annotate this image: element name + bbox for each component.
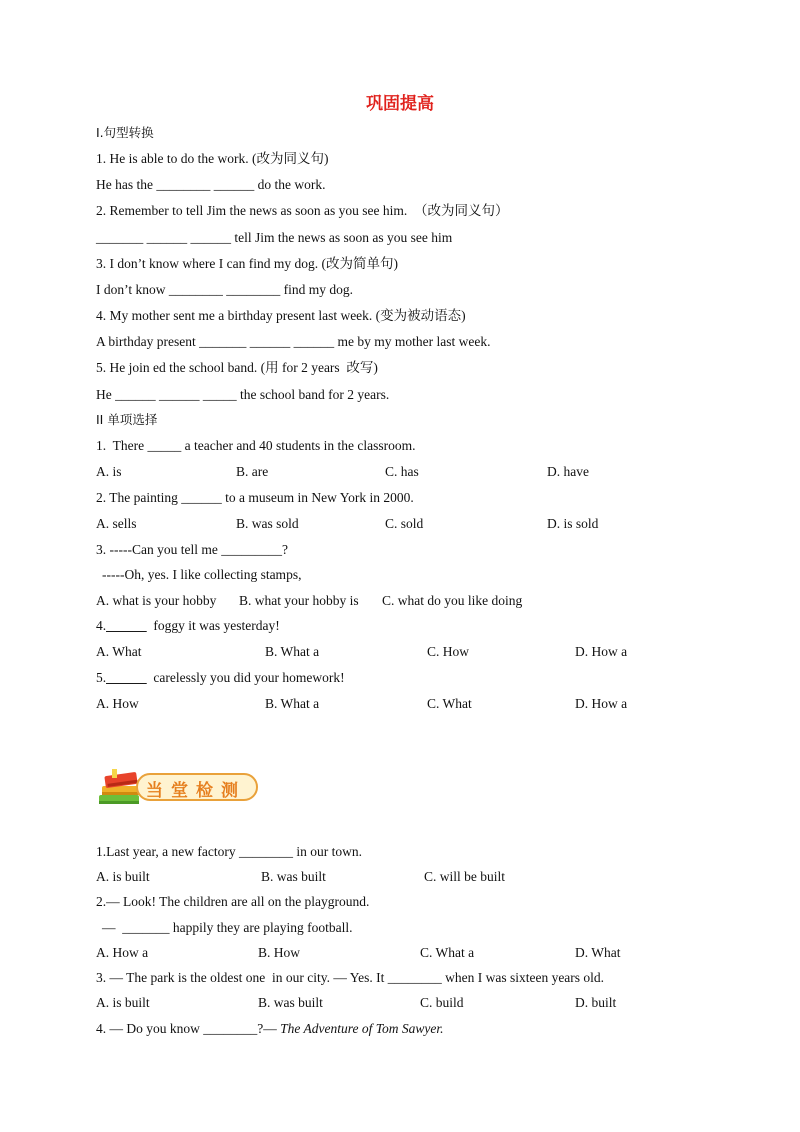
page-title: 巩固提高: [366, 94, 434, 114]
book-title: The Adventure of Tom Sawyer.: [280, 1021, 444, 1036]
mc-question-3: 3. -----Can you tell me _________?: [96, 542, 288, 557]
option-c: C. will be built: [424, 869, 505, 884]
answer-line-2: _______ ______ ______ tell Jim the news as soon as you see him: [96, 230, 453, 245]
dialogue-reply: — _______ happily they are playing football.: [102, 920, 353, 935]
question-4: 4. My mother sent me a birthday present last week. (变为被动语态): [96, 308, 466, 323]
option-b: B. what your hobby is: [239, 593, 359, 608]
option-d: D. How a: [575, 696, 628, 711]
option-a: A. How: [96, 696, 139, 711]
option-c: C. What: [427, 696, 472, 711]
option-b: B. What a: [265, 644, 320, 659]
question-3: 3. I don’t know where I can find my dog. (改为简单句): [96, 256, 398, 271]
option-b: B. are: [236, 464, 269, 479]
option-c: C. What a: [420, 945, 475, 960]
test-question-3: 3. — The park is the oldest one in our city. — Yes. It ________ when I was sixteen years old.: [96, 970, 605, 985]
section-badge: [96, 765, 264, 811]
option-b: B. How: [258, 945, 301, 960]
option-b: B. was sold: [236, 516, 299, 531]
question-5: 5. He join ed the school band. (用 for 2 years 改写): [96, 360, 378, 375]
mc-question-1: 1. There _____ a teacher and 40 students in the classroom.: [96, 438, 416, 453]
option-a: A. sells: [96, 516, 137, 531]
option-a: A. What: [96, 644, 142, 659]
option-b: B. was built: [261, 869, 326, 884]
answer-line-3: I don’t know ________ ________ find my dog.: [96, 282, 353, 297]
test-question-1: 1.Last year, a new factory ________ in our town.: [96, 844, 363, 859]
question-text: foggy it was yesterday!: [146, 618, 280, 633]
option-c: C. sold: [385, 516, 424, 531]
option-b: B. was built: [258, 995, 323, 1010]
mc-question-4: [96, 617, 280, 635]
option-a: A. How a: [96, 945, 149, 960]
mc-question-5: [96, 669, 345, 687]
option-a: A. is: [96, 464, 122, 479]
option-c: C. build: [420, 995, 464, 1010]
dialogue-reply: -----Oh, yes. I like collecting stamps,: [102, 567, 302, 582]
answer-line-1: He has the ________ ______ do the work.: [96, 177, 326, 192]
option-d: D. have: [547, 464, 589, 479]
test-question-2: 2.— Look! The children are all on the playground.: [96, 894, 370, 909]
badge-label: 当堂检测: [146, 781, 246, 801]
answer-line-5: He ______ ______ _____ the school band for 2 years.: [96, 387, 390, 402]
option-a: A. is built: [96, 995, 150, 1010]
option-d: D. How a: [575, 644, 628, 659]
question-text: carelessly you did your homework!: [146, 670, 345, 685]
answer-line-4: A birthday present _______ ______ ______ me by my mother last week.: [96, 334, 491, 349]
option-d: D. What: [575, 945, 621, 960]
section-heading: I.句型转换: [96, 125, 154, 140]
option-a: A. is built: [96, 869, 150, 884]
option-c: C. what do you like doing: [382, 593, 523, 608]
section-heading: II 单项选择: [96, 412, 158, 427]
option-d: D. built: [575, 995, 617, 1010]
mc-question-2: 2. The painting ______ to a museum in New York in 2000.: [96, 490, 414, 505]
answer-blank: ______: [106, 670, 147, 685]
option-b: B. What a: [265, 696, 320, 711]
option-c: C. How: [427, 644, 470, 659]
question-text: 4. — Do you know ________?—: [96, 1021, 281, 1036]
option-d: D. is sold: [547, 516, 599, 531]
question-2: 2. Remember to tell Jim the news as soon as you see him. （改为同义句）: [96, 203, 509, 218]
question-number: 5.: [96, 670, 107, 685]
question-number: 4.: [96, 618, 107, 633]
option-a: A. what is your hobby: [96, 593, 217, 608]
option-c: C. has: [385, 464, 419, 479]
question-1: 1. He is able to do the work. (改为同义句): [96, 151, 329, 166]
test-question-4: [96, 1020, 444, 1038]
answer-blank: ______: [106, 618, 147, 633]
